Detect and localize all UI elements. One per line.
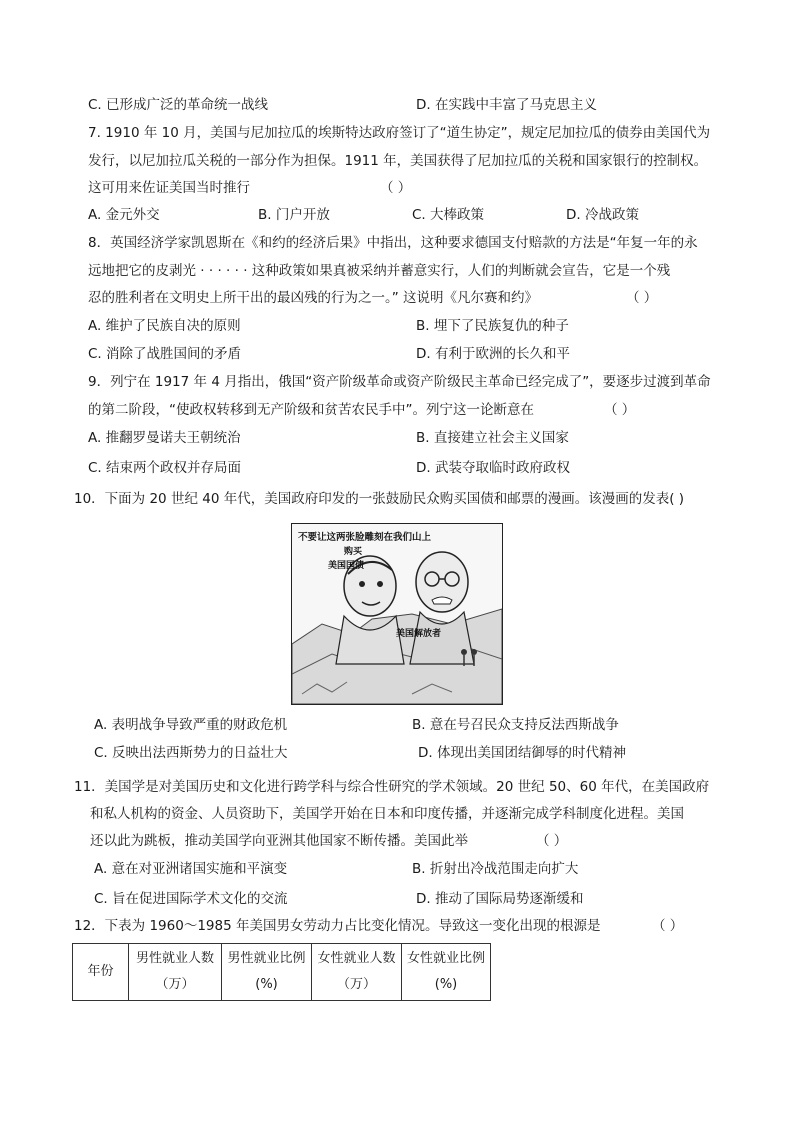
q11-option-d[interactable]: D. 推动了国际局势逐渐缓和 [416,891,584,907]
q7-option-a[interactable]: A. 金元外交 [88,207,160,223]
cartoon-left-face-figure [336,556,404,664]
q8-option-a[interactable]: A. 维护了民族自决的原则 [88,318,241,334]
table-header-male-ratio: 男性就业比例 (%) [222,944,312,1001]
q12-answer-bracket: （ ） [652,918,684,934]
cartoon-label-bonds: 美国国债 [328,561,365,571]
q11-stem-line2: 和私人机构的资金、人员资助下，美国学开始在日本和印度传播，并逐渐完成学科制度化进程。美国 [90,806,684,822]
q11-option-a[interactable]: A. 意在对亚洲诸国实施和平演变 [94,861,288,877]
table-header-male-count: 男性就业人数 （万） [129,944,222,1001]
cartoon-label-liberator: 美国解放者 [396,629,442,639]
q8-option-d[interactable]: D. 有利于欧洲的长久和平 [416,346,570,362]
war-bond-cartoon-image [291,523,503,705]
table-header-row [73,944,491,1001]
q8-option-b[interactable]: B. 埋下了民族复仇的种子 [416,318,569,334]
table-header-year: 年份 [73,944,129,1001]
q11-option-c[interactable]: C. 旨在促进国际学术文化的交流 [94,891,288,907]
table-header-female-count: 女性就业人数 （万） [312,944,402,1001]
cartoon-right-face-figure [410,552,474,664]
q8-stem-line2: 远地把它的皮剥光 · · · · · · 这种政策如果真被采纳并蓄意实行，人们的判断就会宣告，它是一个残 [88,263,671,279]
q9-answer-bracket: （ ） [604,402,636,418]
q9-option-c[interactable]: C. 结束两个政权并存局面 [88,460,242,476]
q8-stem-line1: 8．英国经济学家凯恩斯在《和约的经济后果》中指出，这种要求德国支付赔款的方法是“年复一年的永 [88,235,698,251]
q11-answer-bracket: （ ） [536,833,568,849]
q9-stem-line1: 9．列宁在 1917 年 4 月指出，俄国“资产阶级革命或资产阶级民主革命已经完成了”，要逐步过渡到革命 [88,374,711,390]
labor-force-table [72,943,491,1001]
q7-stem-line3: 这可用来佐证美国当时推行 [88,180,250,196]
q7-stem-line1: 7. 1910 年 10 月，美国与尼加拉瓜的埃斯特达政府签订了“道生协定”，规定尼加拉瓜的债券由美国代为 [88,125,711,141]
cartoon-label-buy: 购买 [344,547,363,557]
q12-stem-line1: 12．下表为 1960～1985 年美国男女劳动力占比变化情况。导致这一变化出现的根源是 [74,918,601,934]
q10-option-b[interactable]: B. 意在号召民众支持反法西斯战争 [412,717,619,733]
q9-option-a[interactable]: A. 推翻罗曼诺夫王朝统治 [88,430,241,446]
q11-stem-line3: 还以此为跳板，推动美国学向亚洲其他国家不断传播。美国此举 [90,833,468,849]
q9-stem-line2: 的第二阶段，“使政权转移到无产阶级和贫苦农民手中”。列宁这一论断意在 [88,402,534,418]
table-header-female-ratio: 女性就业比例 (%) [402,944,491,1001]
q11-option-b[interactable]: B. 折射出冷战范围走向扩大 [412,861,579,877]
cartoon-caption: 不要让这两张脸雕刻在我们山上 [298,532,432,543]
q10-option-d[interactable]: D. 体现出美国团结御辱的时代精神 [418,745,626,761]
q8-stem-line3: 忍的胜利者在文明史上所干出的最凶残的行为之一。” 这说明《凡尔赛和约》 [88,290,539,306]
q8-option-c[interactable]: C. 消除了战胜国间的矛盾 [88,346,242,362]
q7-stem-line2: 发行，以尼加拉瓜关税的一部分作为担保。1911 年，美国获得了尼加拉瓜的关税和国家银行的控制权。 [88,153,708,169]
q7-option-b[interactable]: B. 门户开放 [258,207,330,223]
q6-option-c[interactable]: C. 已形成广泛的革命统一战线 [88,97,269,113]
q9-option-b[interactable]: B. 直接建立社会主义国家 [416,430,569,446]
q6-option-d[interactable]: D. 在实践中丰富了马克思主义 [416,97,597,113]
q10-option-c[interactable]: C. 反映出法西斯势力的日益壮大 [94,745,288,761]
q10-option-a[interactable]: A. 表明战争导致严重的财政危机 [94,717,288,733]
q10-stem-line1: 10．下面为 20 世纪 40 年代，美国政府印发的一张鼓励民众购买国债和邮票的漫画。该漫画的发表( ) [74,491,685,507]
q7-option-d[interactable]: D. 冷战政策 [566,207,639,223]
q7-answer-bracket: （ ） [380,180,412,196]
q9-option-d[interactable]: D. 武装夺取临时政府政权 [416,460,570,476]
q11-stem-line1: 11．美国学是对美国历史和文化进行跨学科与综合性研究的学术领域。20 世纪 50、60 年代，在美国政府 [74,779,710,795]
q8-answer-bracket: （ ） [626,290,658,306]
q7-option-c[interactable]: C. 大棒政策 [412,207,485,223]
